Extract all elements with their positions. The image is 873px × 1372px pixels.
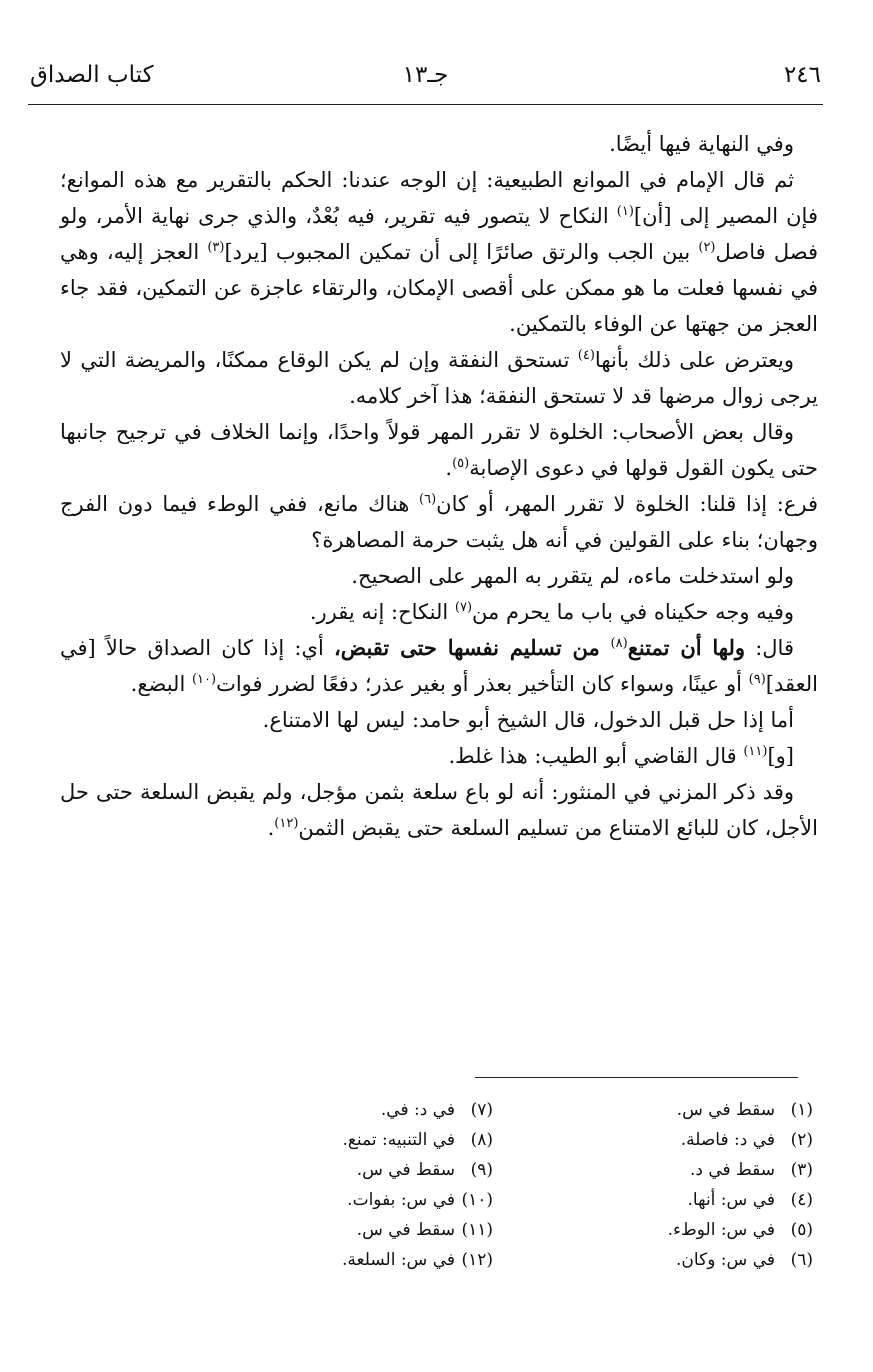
footnote-item: (١١)سقط في س. [356,1220,493,1240]
footnote-column-1 [553,1095,813,1275]
footnote-column-2 [233,1095,493,1275]
paragraph-5: فرع: إذا قلنا: الخلوة لا تقرر المهر، أو كان$^{(٦)}$ هناك مانع، ففي الوطء فيما دون الفرج وجهان؛ بناء على القولين في أنه هل يثبت حرمة المصاهرة؟ [60,492,818,552]
paragraph-4: وقال بعض الأصحاب: الخلوة لا تقرر المهر قولاً واحدًا، وإنما الخلاف في ترجيح جانبها حتى يكون القول قولها في دعوى الإصابة$^{(٥)}$. [60,420,818,480]
volume-number: جـ١٣ [402,62,449,88]
footnote-ref-4: (٤) [577,348,595,363]
page-number: ٢٤٦ [783,62,821,88]
footnote-ref-1: (١) [616,204,634,219]
footnote-ref-3: (٣) [207,240,225,255]
footnote-item: (٢)في د: فاصلة. [680,1130,813,1150]
matn-text-2: من تسليم نفسها حتى تقبض، [333,635,611,660]
footnote-item: (٤)في س: أنها. [687,1190,813,1210]
footnote-ref-12: (١٢) [274,816,299,831]
paragraph-1: وفي النهاية فيها أيضًا. [609,132,794,156]
footnote-ref-6: (٦) [419,492,437,507]
footnote-ref-10: (١٠) [191,672,217,687]
paragraph-11: وقد ذكر المزني في المنثور: أنه لو باع سلعة بثمن مؤجل، ولم يقبض السلعة حتى حل الأجل، كان للبائع الامتناع من تسليم السلعة حتى يقبض الثمن$^{(١٢)}$. [60,780,818,840]
header-divider [28,104,823,105]
footnote-item: (٩)سقط في س. [356,1160,493,1180]
footnote-ref-8: (٨) [610,636,628,651]
footnote-item: (٧)في د: في. [380,1100,493,1120]
footnote-item: (١٢)في س: السلعة. [342,1250,493,1270]
footnote-item: (٦)في س: وكان. [676,1250,813,1270]
footnote-divider [475,1077,798,1078]
footnote-ref-5: (٥) [452,456,470,471]
footnote-item: (١٠)في س: بفوات. [347,1190,493,1210]
paragraph-6: ولو استدخلت ماءه، لم يتقرر به المهر على الصحيح. [351,564,794,588]
paragraph-3: ويعترض على ذلك بأنها$^{(٤)}$ تستحق النفقة وإن لم يكن الوقاع ممكنًا، والمريضة التي لا يرجى زوال مرضها قد لا تستحق النفقة؛ هذا آخر كلامه. [60,348,818,408]
footnotes [230,1095,813,1275]
footnote-ref-11: (١١) [743,744,768,759]
running-header [30,62,821,98]
paragraph-8: قال: ولها أن تمتنع$^{(٨)}$ من تسليم نفسها حتى تقبض، أي: إذا كان الصداق حالاً [في العقد]$^{(٩)}$ أو عينًا، وسواء كان التأخير بعذر أو بغير عذر؛ دفعًا لضرر فوات$^{(١٠)}$ البضع. [60,635,818,696]
chapter-title: كتاب الصداق [30,62,154,88]
footnote-item: (٥)في س: الوطء. [667,1220,813,1240]
footnote-ref-2: (٢) [698,240,716,255]
matn-text-1: ولها أن تمتنع [627,635,746,660]
footnote-ref-9: (٩) [748,672,766,687]
main-text [60,126,818,846]
footnote-ref-7: (٧) [454,600,473,615]
footnote-item: (٣)سقط في د. [689,1160,813,1180]
footnote-item: (٨)في التنبيه: تمنع. [342,1130,493,1150]
paragraph-2: ثم قال الإمام في الموانع الطبيعية: إن الوجه عندنا: الحكم بالتقرير مع هذه الموانع؛ فإن المصير إلى [أن]$^{(١)}$ النكاح لا يتصور فيه تقرير، فيه بُعْدٌ، والذي جرى نهاية الأمر، ولو فصل فاصل$^{(٢)}$ بين الجب والرتق صائرًا إلى أن تمكين المجبوب [يرد]$^{(٣)}$ العجز إليه، وهي في نفسها فعلت ما هو ممكن على أقصى الإمكان، والرتقاء عاجزة عن التمكين، فقد جاء العجز من جهتها عن الوفاء بالتمكين. [60,168,818,336]
paragraph-9: أما إذا حل قبل الدخول، قال الشيخ أبو حامد: ليس لها الامتناع. [262,708,794,732]
paragraph-10: [و]$^{(١١)}$ قال القاضي أبو الطيب: هذا غلط. [448,744,794,768]
footnote-item: (١)سقط في س. [676,1100,813,1120]
paragraph-7: وفيه وجه حكيناه في باب ما يحرم من$^{(٧)}$ النكاح: إنه يقرر. [309,600,794,624]
